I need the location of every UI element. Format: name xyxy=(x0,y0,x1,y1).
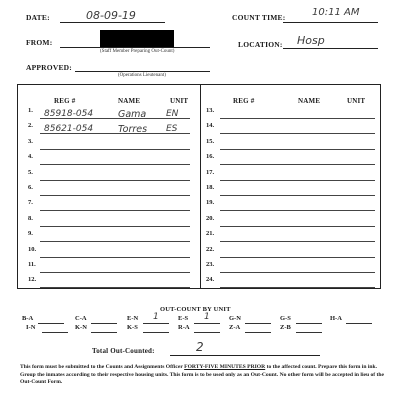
row-number: 5. xyxy=(28,168,33,176)
unit-count-blank[interactable] xyxy=(91,323,117,324)
row-line xyxy=(220,164,375,165)
instructions-pre: This form must be submitted to the Counts and Assignments Officer xyxy=(20,364,185,370)
col-reg-right: REG # xyxy=(233,97,255,105)
row-line xyxy=(220,180,375,181)
row-number: 7. xyxy=(28,199,33,207)
unit-count-value: 1 xyxy=(204,312,210,322)
unit-code: I-N xyxy=(26,324,36,331)
unit-code: Z-B xyxy=(280,324,291,331)
col-name-right: NAME xyxy=(298,97,321,105)
row-number: 11. xyxy=(28,261,36,268)
row-number: 8. xyxy=(28,214,33,222)
row-line xyxy=(40,180,190,181)
from-label: FROM: xyxy=(26,38,53,47)
row-number: 13. xyxy=(206,107,215,114)
unit-count-blank[interactable] xyxy=(296,332,322,333)
approved-caption: (Operations Lieutenant) xyxy=(118,73,166,78)
row-number: 6. xyxy=(28,184,33,191)
col-reg-left: REG # xyxy=(54,97,76,105)
unit-count-blank[interactable] xyxy=(38,323,64,324)
total-line xyxy=(170,355,320,356)
row-number: 4. xyxy=(28,153,33,161)
row-line xyxy=(220,133,375,134)
row-line xyxy=(40,210,190,211)
unit-code: E-S xyxy=(178,315,189,322)
row-line xyxy=(40,164,190,165)
unit-count-blank[interactable] xyxy=(42,332,68,333)
row-line xyxy=(220,287,375,288)
table-divider xyxy=(200,85,201,288)
unit-count-blank[interactable] xyxy=(194,323,220,324)
unit-count-blank[interactable] xyxy=(143,323,169,324)
row-number: 9. xyxy=(28,230,33,238)
row-line xyxy=(220,210,375,211)
row-number: 20. xyxy=(206,214,215,222)
unit-count-blank[interactable] xyxy=(296,323,322,324)
total-label: Total Out-Counted: xyxy=(92,347,155,355)
unit-count-blank[interactable] xyxy=(346,323,372,324)
row-number: 16. xyxy=(206,153,215,161)
unit-count-blank[interactable] xyxy=(194,332,220,333)
location-line xyxy=(283,48,378,49)
approved-label: APPROVED: xyxy=(26,63,72,72)
inmate-name[interactable]: Torres xyxy=(118,124,148,136)
location-label: LOCATION: xyxy=(238,40,283,49)
row-number: 21. xyxy=(206,230,215,238)
count-time-value[interactable]: 10:11 AM xyxy=(312,7,360,18)
unit-code: C-A xyxy=(75,315,87,322)
row-line xyxy=(40,272,190,273)
row-number: 10. xyxy=(28,245,37,253)
inmate-name[interactable]: Gama xyxy=(118,109,147,120)
row-number: 18. xyxy=(206,184,215,191)
row-line xyxy=(40,226,190,227)
row-number: 19. xyxy=(206,199,215,207)
unit-count-blank[interactable] xyxy=(143,332,169,333)
row-line xyxy=(220,118,375,119)
unit-count-blank[interactable] xyxy=(91,332,117,333)
row-number: 2. xyxy=(28,122,33,130)
row-number: 23. xyxy=(206,261,215,268)
row-line xyxy=(220,241,375,242)
row-line xyxy=(40,195,190,196)
row-number: 12. xyxy=(28,276,37,284)
unit-count-blank[interactable] xyxy=(245,332,271,333)
unit-code: G-N xyxy=(229,315,241,322)
location-value[interactable]: Hosp xyxy=(297,34,325,47)
instructions-emphasis: FORTY-FIVE MINUTES PRIOR xyxy=(184,364,266,370)
total-value[interactable]: 2 xyxy=(196,340,204,354)
unit-value[interactable]: EN xyxy=(166,109,179,119)
reg-number[interactable]: 85621-054 xyxy=(44,124,94,135)
unit-code: E-N xyxy=(127,315,139,322)
date-line xyxy=(60,22,165,23)
instructions-post: to the affected count. Prepare this form in ink. Group the inmates according to their respective housing units. This form is to be used only as an Out-Count. No other form will be accepted in lieu of the Out-Count Form. xyxy=(20,364,385,386)
row-line xyxy=(220,149,375,150)
reg-number[interactable]: 85918-054 xyxy=(44,109,94,119)
row-line xyxy=(40,241,190,242)
row-number: 1. xyxy=(28,107,33,114)
count-time-line xyxy=(283,22,378,23)
redaction-box xyxy=(100,30,174,47)
col-name-left: NAME xyxy=(118,97,141,105)
row-number: 15. xyxy=(206,137,215,145)
date-value[interactable]: 08-09-19 xyxy=(86,9,136,22)
col-unit-left: UNIT xyxy=(170,97,189,105)
approved-line xyxy=(75,71,210,72)
from-line xyxy=(60,47,210,48)
from-caption: (Staff Member Preparing Out-Count) xyxy=(100,49,175,54)
unit-count-value: 1 xyxy=(153,312,159,322)
row-line xyxy=(220,257,375,258)
row-number: 17. xyxy=(206,168,215,176)
unit-value[interactable]: ES xyxy=(166,124,178,135)
count-time-label: COUNT TIME: xyxy=(232,13,286,22)
row-number: 14. xyxy=(206,122,215,130)
row-number: 22. xyxy=(206,245,215,253)
row-line xyxy=(40,287,190,288)
unit-code: B-A xyxy=(22,315,34,322)
row-number: 3. xyxy=(28,137,33,145)
unit-code: K-S xyxy=(127,324,138,331)
row-number: 24. xyxy=(206,276,215,284)
row-line xyxy=(220,195,375,196)
unit-code: Z-A xyxy=(229,324,241,331)
col-unit-right: UNIT xyxy=(347,97,366,105)
row-line xyxy=(220,272,375,273)
unit-code: R-A xyxy=(178,324,190,331)
date-label: DATE: xyxy=(26,13,50,22)
unit-code: G-S xyxy=(280,315,291,322)
row-line xyxy=(40,257,190,258)
row-line xyxy=(40,149,190,150)
unit-code: K-N xyxy=(75,324,87,331)
unit-code: H-A xyxy=(330,315,342,322)
unit-count-blank[interactable] xyxy=(245,323,271,324)
row-line xyxy=(220,226,375,227)
unit-section-title: OUT-COUNT BY UNIT xyxy=(160,306,231,313)
instructions xyxy=(20,364,385,387)
